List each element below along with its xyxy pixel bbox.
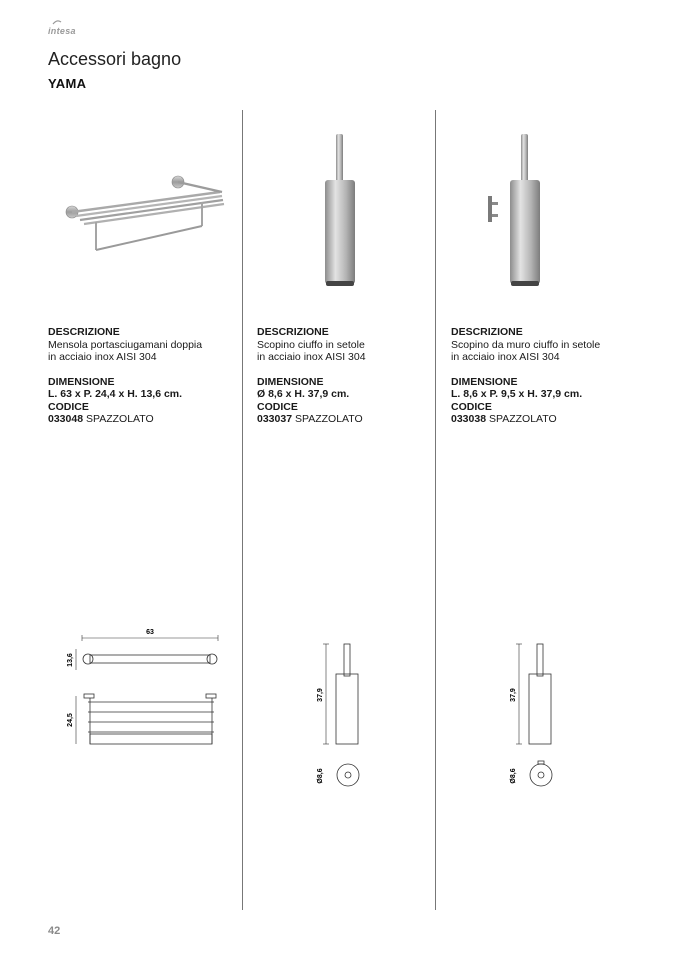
column-divider xyxy=(242,110,243,910)
collection-name: YAMA xyxy=(48,76,87,91)
column-divider xyxy=(435,110,436,910)
product-photo-toilet-brush xyxy=(318,132,362,292)
product-code: 033037 xyxy=(257,413,293,425)
description-line: in acciaio inox AISI 304 xyxy=(451,351,560,363)
description-label: DESCRIZIONE xyxy=(451,326,523,338)
product-info-toilet-brush xyxy=(257,326,437,426)
code-label: CODICE xyxy=(48,400,89,413)
finish: SPAZZOLATO xyxy=(85,413,154,425)
description-line: Scopino da muro ciuffo in setole xyxy=(451,338,601,351)
brand-logo-mark xyxy=(52,19,62,25)
product-photo-wall-toilet-brush xyxy=(484,132,554,292)
depth-dimension-label: 24,5 xyxy=(67,713,74,727)
dimension-label: DIMENSIONE xyxy=(257,375,324,388)
product-code: 033038 xyxy=(451,413,487,425)
finish: SPAZZOLATO xyxy=(488,413,557,425)
product-code: 033048 xyxy=(48,413,84,425)
page-title: Accessori bagno xyxy=(48,49,182,69)
description-line: in acciaio inox AISI 304 xyxy=(48,351,157,363)
page-number: 42 xyxy=(48,925,61,937)
technical-drawing-wall-toilet-brush xyxy=(503,640,563,795)
diameter-dimension-label: Ø8,6 xyxy=(510,768,517,784)
description-line: Scopino ciuffo in setole xyxy=(257,338,365,351)
dimension-label: DIMENSIONE xyxy=(48,375,115,388)
description-label: DESCRIZIONE xyxy=(48,326,120,338)
dimension-label: DIMENSIONE xyxy=(451,375,518,388)
height-dimension-label: 13,6 xyxy=(67,653,74,667)
height-dimension-label: 37,9 xyxy=(510,688,517,702)
technical-drawing-toilet-brush xyxy=(310,640,370,795)
brand-logo: intesa xyxy=(48,26,76,36)
description-line: Mensola portasciugamani doppia xyxy=(48,338,203,351)
product-info-towel-shelf xyxy=(48,326,228,426)
description-line: in acciaio inox AISI 304 xyxy=(257,351,366,363)
dimension-value: L. 8,6 x P. 9,5 x H. 37,9 cm. xyxy=(451,388,583,400)
code-label: CODICE xyxy=(257,400,298,413)
dimension-value: L. 63 x P. 24,4 x H. 13,6 cm. xyxy=(48,388,183,400)
product-photo-towel-shelf xyxy=(60,170,230,260)
description-label: DESCRIZIONE xyxy=(257,326,329,338)
product-info-wall-toilet-brush xyxy=(451,326,631,426)
dimension-value: Ø 8,6 x H. 37,9 cm. xyxy=(257,388,350,400)
finish: SPAZZOLATO xyxy=(294,413,363,425)
code-label: CODICE xyxy=(451,400,492,413)
technical-drawing-towel-shelf xyxy=(60,622,230,752)
diameter-dimension-label: Ø8,6 xyxy=(317,768,324,784)
height-dimension-label: 37,9 xyxy=(317,688,324,702)
width-dimension-label: 63 xyxy=(146,629,154,636)
